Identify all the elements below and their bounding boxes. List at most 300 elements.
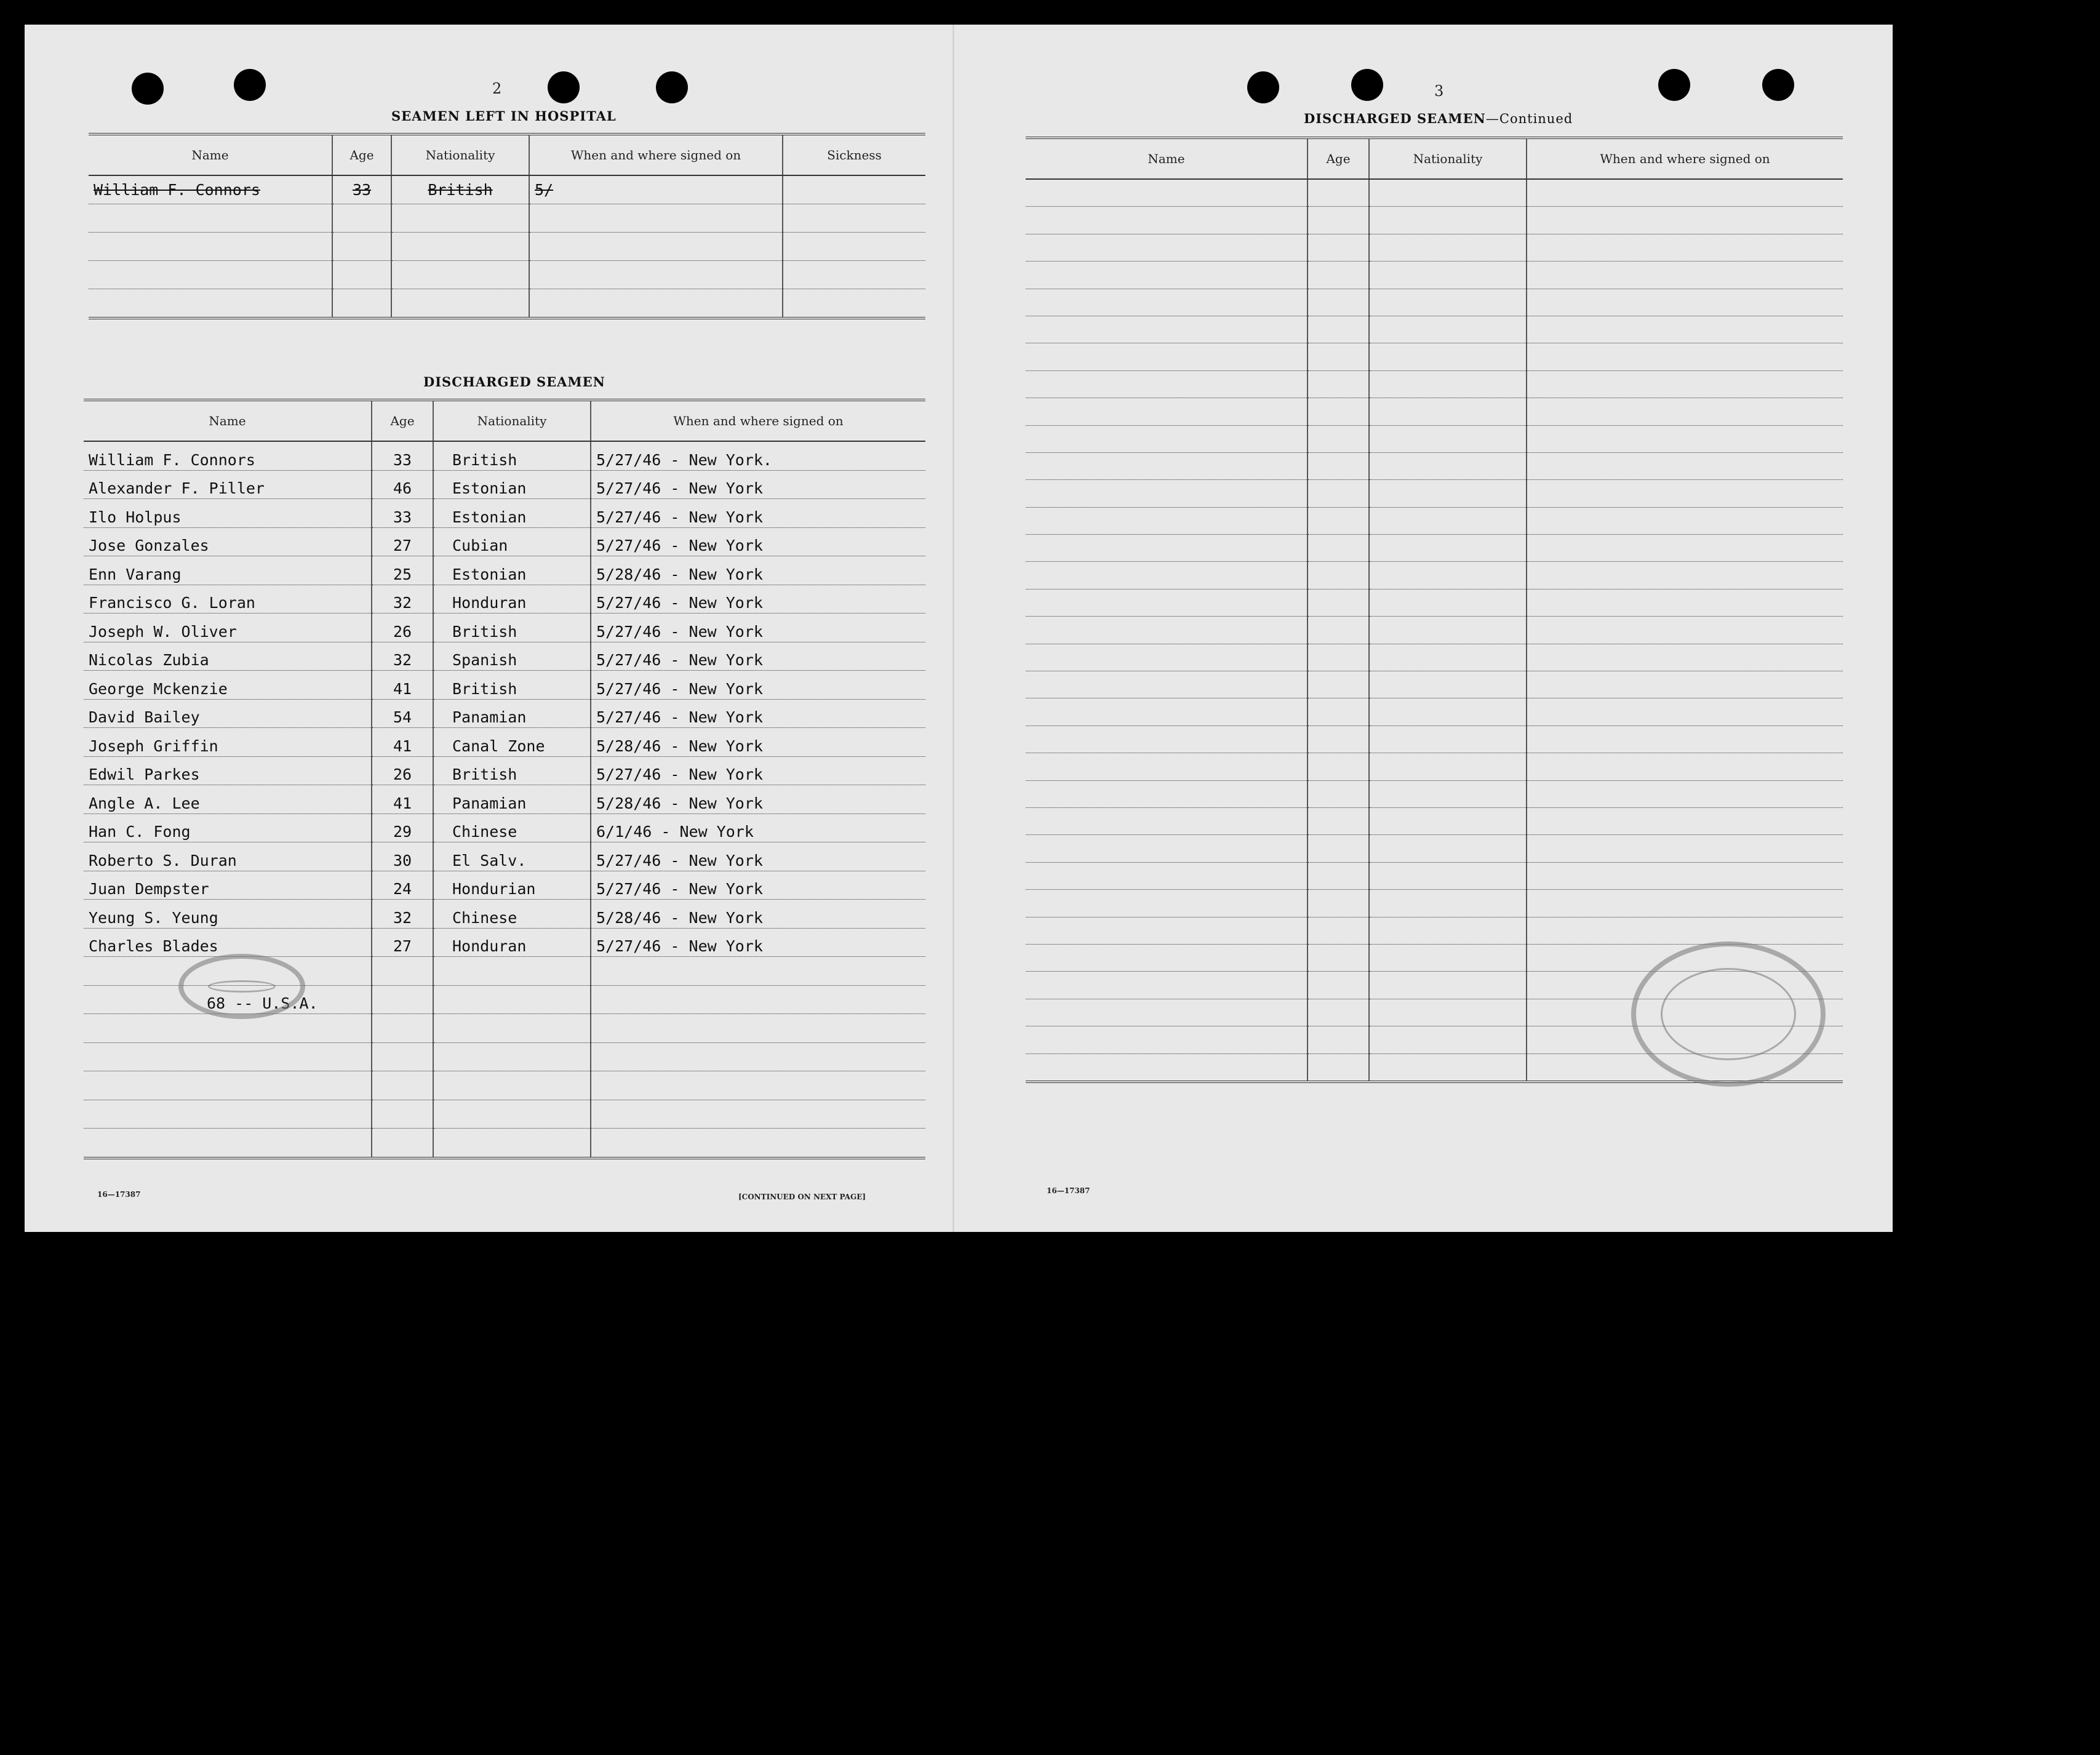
cell-name: Han C. Fong [84,814,372,842]
table-row [84,928,925,957]
empty-cell [1369,890,1527,917]
column-header-age: Age [1308,138,1369,179]
table-header-row [89,134,925,175]
empty-cell [1308,507,1369,534]
empty-cell [1369,398,1527,425]
empty-cell [1026,917,1308,944]
empty-cell [1026,1053,1308,1082]
empty-cell [1026,671,1308,698]
empty-cell [1026,262,1308,289]
table-row [84,756,925,785]
empty-cell [1369,507,1527,534]
table-row-empty [1026,179,1843,207]
empty-cell [591,1129,925,1158]
table-row-empty [1026,507,1843,534]
table-row-empty [1026,589,1843,616]
page-number: 3 [1434,82,1444,100]
table-row-empty [1026,234,1843,261]
table-row-empty [1026,698,1843,726]
table-row-empty [84,1042,925,1071]
table-row-empty [1026,535,1843,562]
total-note: 68 -- U.S.A. [84,985,372,1014]
empty-cell [1026,589,1308,616]
empty-cell [433,957,591,986]
cell-nationality: Estonian [433,556,591,585]
empty-cell [1308,944,1369,971]
punch-hole [1247,71,1279,103]
empty-cell [591,1071,925,1100]
column-header-sickness: Sickness [783,134,925,175]
empty-cell [1369,753,1527,780]
empty-cell [1369,179,1527,207]
cell-age: 26 [372,756,433,785]
empty-cell [1026,1026,1308,1053]
empty-cell [1527,234,1843,261]
empty-cell [1308,917,1369,944]
empty-cell [1527,480,1843,507]
hospital-section-title: SEAMEN LEFT IN HOSPITAL [391,108,617,124]
empty-cell [1026,726,1308,753]
punch-hole [1762,69,1794,101]
cell-signed-on: 5/27/46 - New York [591,671,925,700]
cell-name: Yeung S. Yeung [84,900,372,929]
cell-age: 46 [372,470,433,499]
empty-cell [84,1042,372,1071]
empty-cell [1026,890,1308,917]
empty-cell [1527,780,1843,807]
empty-cell [1026,316,1308,343]
empty-cell [1527,807,1843,834]
empty-cell [1527,726,1843,753]
empty-cell [1527,262,1843,289]
empty-cell [1026,617,1308,644]
table-row-empty [1026,207,1843,234]
punch-hole [234,69,266,101]
empty-cell [1026,343,1308,370]
continued-section-title [1304,111,1573,126]
table-row [84,556,925,585]
document-sheet [25,25,1893,1232]
empty-cell [1369,289,1527,316]
empty-cell [1527,890,1843,917]
table-row [84,671,925,700]
cell-nationality: Honduran [433,928,591,957]
cell-nationality: Cubian [433,527,591,556]
cell-nationality: Spanish [433,642,591,671]
cell-nationality: Canal Zone [433,728,591,757]
cell-signed-on: 5/27/46 - New York [591,499,925,528]
empty-cell [1527,398,1843,425]
empty-cell [1308,289,1369,316]
empty-cell [1527,671,1843,698]
table-row [84,441,925,470]
empty-cell [1026,972,1308,999]
cell-signed-on: 5/27/46 - New York [591,928,925,957]
empty-cell [433,1014,591,1043]
empty-cell [1308,1053,1369,1082]
cell-nationality: British [391,175,529,204]
empty-cell [1308,726,1369,753]
table-row [84,871,925,900]
table-row-empty [1026,726,1843,753]
empty-cell [1369,262,1527,289]
table-row [89,175,925,204]
empty-cell [433,1100,591,1129]
cell-name: Angle A. Lee [84,785,372,814]
empty-cell [591,985,925,1014]
empty-cell [1527,617,1843,644]
empty-cell [1527,289,1843,316]
empty-cell [1369,480,1527,507]
empty-cell [1026,698,1308,726]
table-row-empty [89,233,925,261]
empty-cell [1369,862,1527,889]
empty-cell [1308,562,1369,589]
empty-cell [1308,316,1369,343]
empty-cell [1026,452,1308,479]
empty-cell [372,1071,433,1100]
empty-cell [1369,589,1527,616]
empty-cell [1026,425,1308,452]
column-header-age: Age [372,400,433,441]
cell-age: 33 [372,441,433,470]
empty-cell [1026,507,1308,534]
empty-cell [1308,589,1369,616]
empty-cell [1026,944,1308,971]
cell-signed-on: 5/27/46 - New York. [591,441,925,470]
empty-cell [1026,480,1308,507]
empty-cell [1527,207,1843,234]
punch-hole [1351,69,1383,101]
table-header-row [1026,138,1843,179]
empty-cell [1369,234,1527,261]
empty-cell [1369,944,1527,971]
empty-cell [1527,917,1843,944]
empty-cell [1527,835,1843,862]
empty-cell [372,957,433,986]
cell-signed-on: 5/27/46 - New York [591,614,925,642]
cell-signed-on: 5/27/46 - New York [591,842,925,871]
cell-age: 32 [372,900,433,929]
table-header-row [84,400,925,441]
table-row-empty [89,204,925,233]
table-row [84,728,925,757]
discharged-table [84,399,925,1159]
empty-cell [372,985,433,1014]
empty-cell [1308,644,1369,671]
form-number: 16—17387 [1047,1186,1090,1195]
empty-cell [1369,1026,1527,1053]
empty-cell [1026,999,1308,1026]
cell-age: 33 [372,499,433,528]
cell-age: 41 [372,728,433,757]
empty-cell [1369,425,1527,452]
punch-hole [548,71,580,103]
cell-name: Joseph Griffin [84,728,372,757]
cell-name: George Mckenzie [84,671,372,700]
empty-cell [1026,179,1308,207]
empty-cell [1527,507,1843,534]
empty-cell [1369,343,1527,370]
cell-nationality: Chinese [433,814,591,842]
empty-cell [1026,562,1308,589]
empty-cell [1026,753,1308,780]
empty-cell [1026,289,1308,316]
empty-cell [1308,207,1369,234]
hospital-table [89,133,925,319]
table-row-empty [84,1100,925,1129]
cell-name: William F. Connors [84,441,372,470]
cell-nationality: Estonian [433,499,591,528]
cell-signed-on: 5/27/46 - New York [591,642,925,671]
empty-cell [1308,179,1369,207]
empty-cell [1026,862,1308,889]
empty-cell [1527,535,1843,562]
empty-cell [1308,234,1369,261]
cell-nationality: Chinese [433,900,591,929]
empty-cell [1308,535,1369,562]
table-row-empty [1026,644,1843,671]
cell-signed-on: 5/28/46 - New York [591,900,925,929]
table-row [84,900,925,929]
form-number: 16—17387 [97,1190,141,1199]
empty-cell [591,1014,925,1043]
table-row-empty [84,1071,925,1100]
empty-cell [1369,617,1527,644]
empty-cell [372,1129,433,1158]
table-row-empty [89,261,925,289]
cell-age: 27 [372,928,433,957]
cell-age: 25 [372,556,433,585]
cell-signed-on: 5/28/46 - New York [591,785,925,814]
empty-cell [1527,452,1843,479]
empty-cell [1026,398,1308,425]
empty-cell [1369,316,1527,343]
table-row [84,699,925,728]
cell-name: Roberto S. Duran [84,842,372,871]
table-row-empty [1026,917,1843,944]
empty-cell [1308,780,1369,807]
postmark-stamp [1631,941,1826,1087]
empty-cell [1527,425,1843,452]
table-row-empty [1026,316,1843,343]
cell-nationality: Estonian [433,470,591,499]
empty-cell [1369,207,1527,234]
cell-age: 41 [372,785,433,814]
empty-cell [1308,671,1369,698]
empty-cell [1369,671,1527,698]
column-header-name: Name [1026,138,1308,179]
empty-cell [433,1042,591,1071]
table-row-empty [1026,780,1843,807]
cell-nationality: Panamian [433,785,591,814]
empty-cell [1308,398,1369,425]
cell-signed-on: 5/27/46 - New York [591,756,925,785]
cell-name: William F. Connors [89,175,332,204]
empty-cell [1308,343,1369,370]
empty-cell [1308,617,1369,644]
table-row-empty [1026,617,1843,644]
cell-age: 26 [372,614,433,642]
cell-age: 32 [372,585,433,614]
table-row-empty [1026,753,1843,780]
table-row-empty [89,289,925,319]
cell-nationality: Honduran [433,585,591,614]
cell-name: Francisco G. Loran [84,585,372,614]
empty-cell [1026,780,1308,807]
empty-cell [1369,535,1527,562]
table-row-empty [1026,289,1843,316]
empty-cell [372,1042,433,1071]
empty-cell [84,1129,372,1158]
cell-nationality: British [433,441,591,470]
empty-cell [1308,835,1369,862]
table-row [84,842,925,871]
cell-age: 29 [372,814,433,842]
column-header-nationality: Nationality [391,134,529,175]
cell-signed-on: 5/27/46 - New York [591,527,925,556]
empty-cell [1369,835,1527,862]
table-row-empty [1026,835,1843,862]
empty-cell [372,1014,433,1043]
cell-name: Nicolas Zubia [84,642,372,671]
empty-cell [1308,698,1369,726]
empty-cell [84,1100,372,1129]
cell-nationality: El Salv. [433,842,591,871]
empty-cell [1369,562,1527,589]
cell-name: Juan Dempster [84,871,372,900]
empty-cell [1026,644,1308,671]
cell-age: 24 [372,871,433,900]
continued-note: [CONTINUED ON NEXT PAGE] [738,1193,866,1201]
table-row-empty [1026,807,1843,834]
cell-name: Ilo Holpus [84,499,372,528]
punch-hole [656,71,688,103]
table-row [84,527,925,556]
cell-nationality: Hondurian [433,871,591,900]
punch-hole [1658,69,1690,101]
empty-cell [1026,807,1308,834]
table-row [84,614,925,642]
cell-sickness [783,175,925,204]
empty-cell [1369,370,1527,398]
table-row-empty [1026,480,1843,507]
table-row [84,585,925,614]
page-right [954,25,1893,1232]
empty-cell [84,1071,372,1100]
empty-cell [1026,535,1308,562]
empty-cell [1308,425,1369,452]
column-header-signed-on: When and where signed on [529,134,783,175]
empty-cell [1527,343,1843,370]
empty-cell [1527,316,1843,343]
empty-cell [1308,807,1369,834]
cell-age: 41 [372,671,433,700]
cell-signed-on: 5/28/46 - New York [591,556,925,585]
table-row-empty [1026,398,1843,425]
empty-cell [1369,726,1527,753]
table-row-empty [1026,370,1843,398]
continued-table [1026,137,1843,1083]
column-header-name: Name [84,400,372,441]
empty-cell [1308,862,1369,889]
cell-age: 27 [372,527,433,556]
table-row-empty [1026,452,1843,479]
table-row [84,785,925,814]
column-header-age: Age [332,134,391,175]
empty-cell [1527,644,1843,671]
continued-title-suffix: —Continued [1485,111,1573,126]
table-row-empty [1026,862,1843,889]
empty-cell [1026,835,1308,862]
empty-cell [1308,480,1369,507]
cell-nationality: British [433,671,591,700]
empty-cell [1308,262,1369,289]
table-row-empty [1026,562,1843,589]
cell-signed-on: 5/27/46 - New York [591,470,925,499]
empty-cell [591,1100,925,1129]
cell-name: Joseph W. Oliver [84,614,372,642]
empty-cell [433,1071,591,1100]
table-row-empty [1026,890,1843,917]
cell-age: 32 [372,642,433,671]
empty-cell [1527,698,1843,726]
cell-nationality: British [433,614,591,642]
empty-cell [1369,807,1527,834]
empty-cell [1369,972,1527,999]
cell-name: Edwil Parkes [84,756,372,785]
empty-cell [1308,370,1369,398]
empty-cell [1308,972,1369,999]
cell-signed-on: 5/ [529,175,783,204]
punch-hole [132,73,164,105]
cell-age: 54 [372,699,433,728]
cell-age: 30 [372,842,433,871]
empty-cell [1527,589,1843,616]
empty-cell [1527,179,1843,207]
empty-cell [372,1100,433,1129]
table-row-empty [1026,262,1843,289]
empty-cell [1026,207,1308,234]
cell-name: Enn Varang [84,556,372,585]
continued-title-bold: DISCHARGED SEAMEN [1304,111,1486,126]
column-header-nationality: Nationality [433,400,591,441]
table-row [84,470,925,499]
cell-name: Charles Blades [84,928,372,957]
table-row-empty [84,1129,925,1158]
empty-cell [1369,780,1527,807]
column-header-nationality: Nationality [1369,138,1527,179]
empty-cell [1369,999,1527,1026]
empty-cell [591,1042,925,1071]
table-row [84,499,925,528]
empty-cell [1026,234,1308,261]
cell-name: David Bailey [84,699,372,728]
empty-cell [433,985,591,1014]
empty-cell [1026,370,1308,398]
page-left [25,25,952,1232]
empty-cell [1369,917,1527,944]
cell-nationality: British [433,756,591,785]
postmark-stamp [178,954,305,1019]
empty-cell [1308,1026,1369,1053]
cell-name: Alexander F. Piller [84,470,372,499]
page-number: 2 [492,80,502,97]
empty-cell [1369,698,1527,726]
empty-cell [1308,452,1369,479]
cell-signed-on: 6/1/46 - New York [591,814,925,842]
table-row [84,814,925,842]
